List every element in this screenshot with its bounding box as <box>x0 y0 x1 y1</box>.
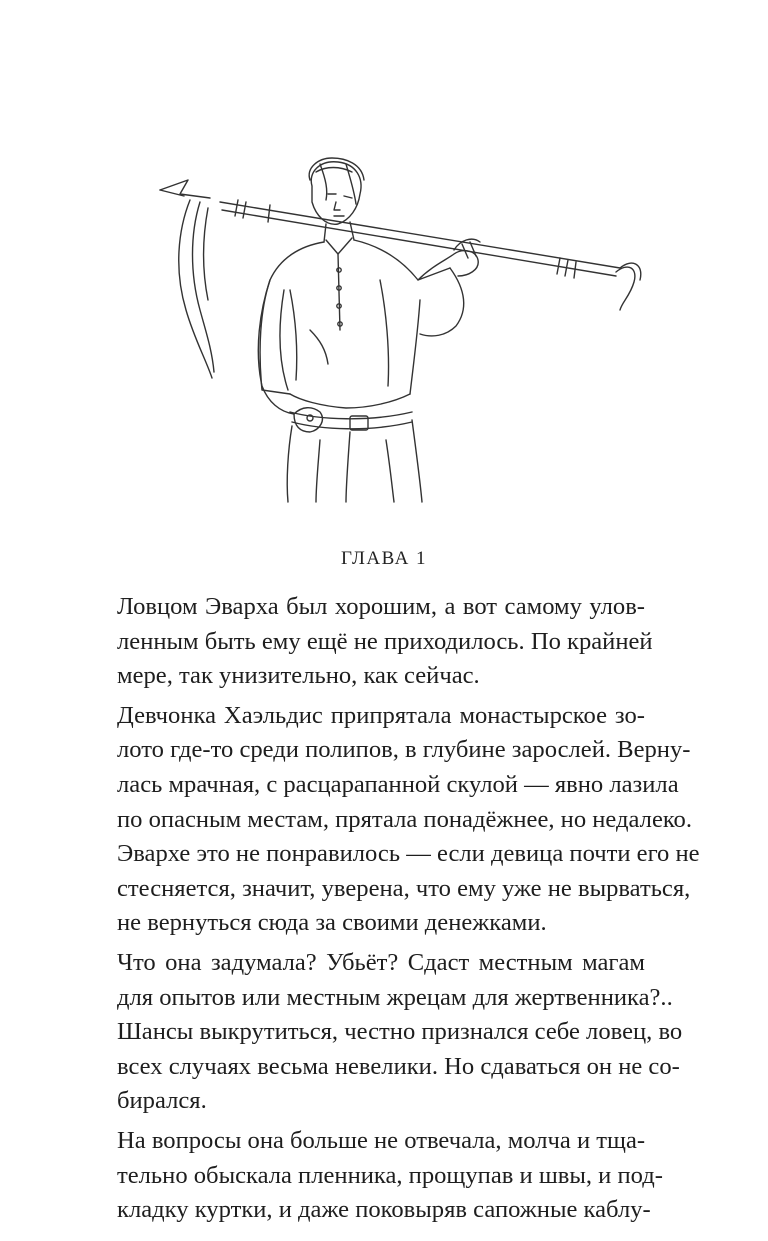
paragraph <box>117 699 700 941</box>
chapter-title: ГЛАВА 1 <box>340 548 428 569</box>
text-line: для опытов или местным жрецам для жертвенника?.. <box>117 983 673 1011</box>
text-line: Ловцом Эварха был хорошим, а вот самому улов- <box>117 593 645 620</box>
scythe-man-sketch-icon <box>150 150 650 510</box>
text-line: кладку куртки, и даже поковыряв сапожные каблу- <box>117 1196 651 1224</box>
text-line: Эвархе это не понравилось — если девица почти его не <box>117 840 700 868</box>
paragraph <box>117 590 653 694</box>
text-line: бирался. <box>117 1087 207 1115</box>
chapter-text <box>117 590 700 1233</box>
text-line: ленным быть ему ещё не приходилось. По крайней <box>117 627 653 655</box>
paragraph <box>117 946 683 1119</box>
text-line: всех случаях весьма невелики. Но сдаваться он не со- <box>117 1052 680 1080</box>
text-line: тельно обыскала пленника, прощупав и швы, и под- <box>117 1161 663 1189</box>
text-line: мере, так унизительно, как сейчас. <box>117 662 480 690</box>
text-line: Девчонка Хаэльдис припрятала монастырское зо- <box>117 701 645 729</box>
text-line: Шансы выкрутиться, честно признался себе ловец, во <box>117 1018 683 1046</box>
text-line: На вопросы она больше не отвечала, молча и тща- <box>117 1126 646 1154</box>
text-line: лото где-то среди полипов, в глубине зарослей. Верну- <box>117 736 691 764</box>
paragraph <box>117 1124 663 1228</box>
text-line: по опасным местам, прятала понадёжнее, но недалеко. <box>117 805 692 833</box>
text-line: не вернуться сюда за своими денежками. <box>117 909 547 937</box>
text-line: Что она задумала? Убьёт? Сдаст местным магам <box>117 948 645 976</box>
text-line: стесняется, значит, уверена, что ему уже не вырваться, <box>117 874 691 902</box>
text-line: лась мрачная, с расцарапанной скулой — явно лазила <box>117 770 679 798</box>
